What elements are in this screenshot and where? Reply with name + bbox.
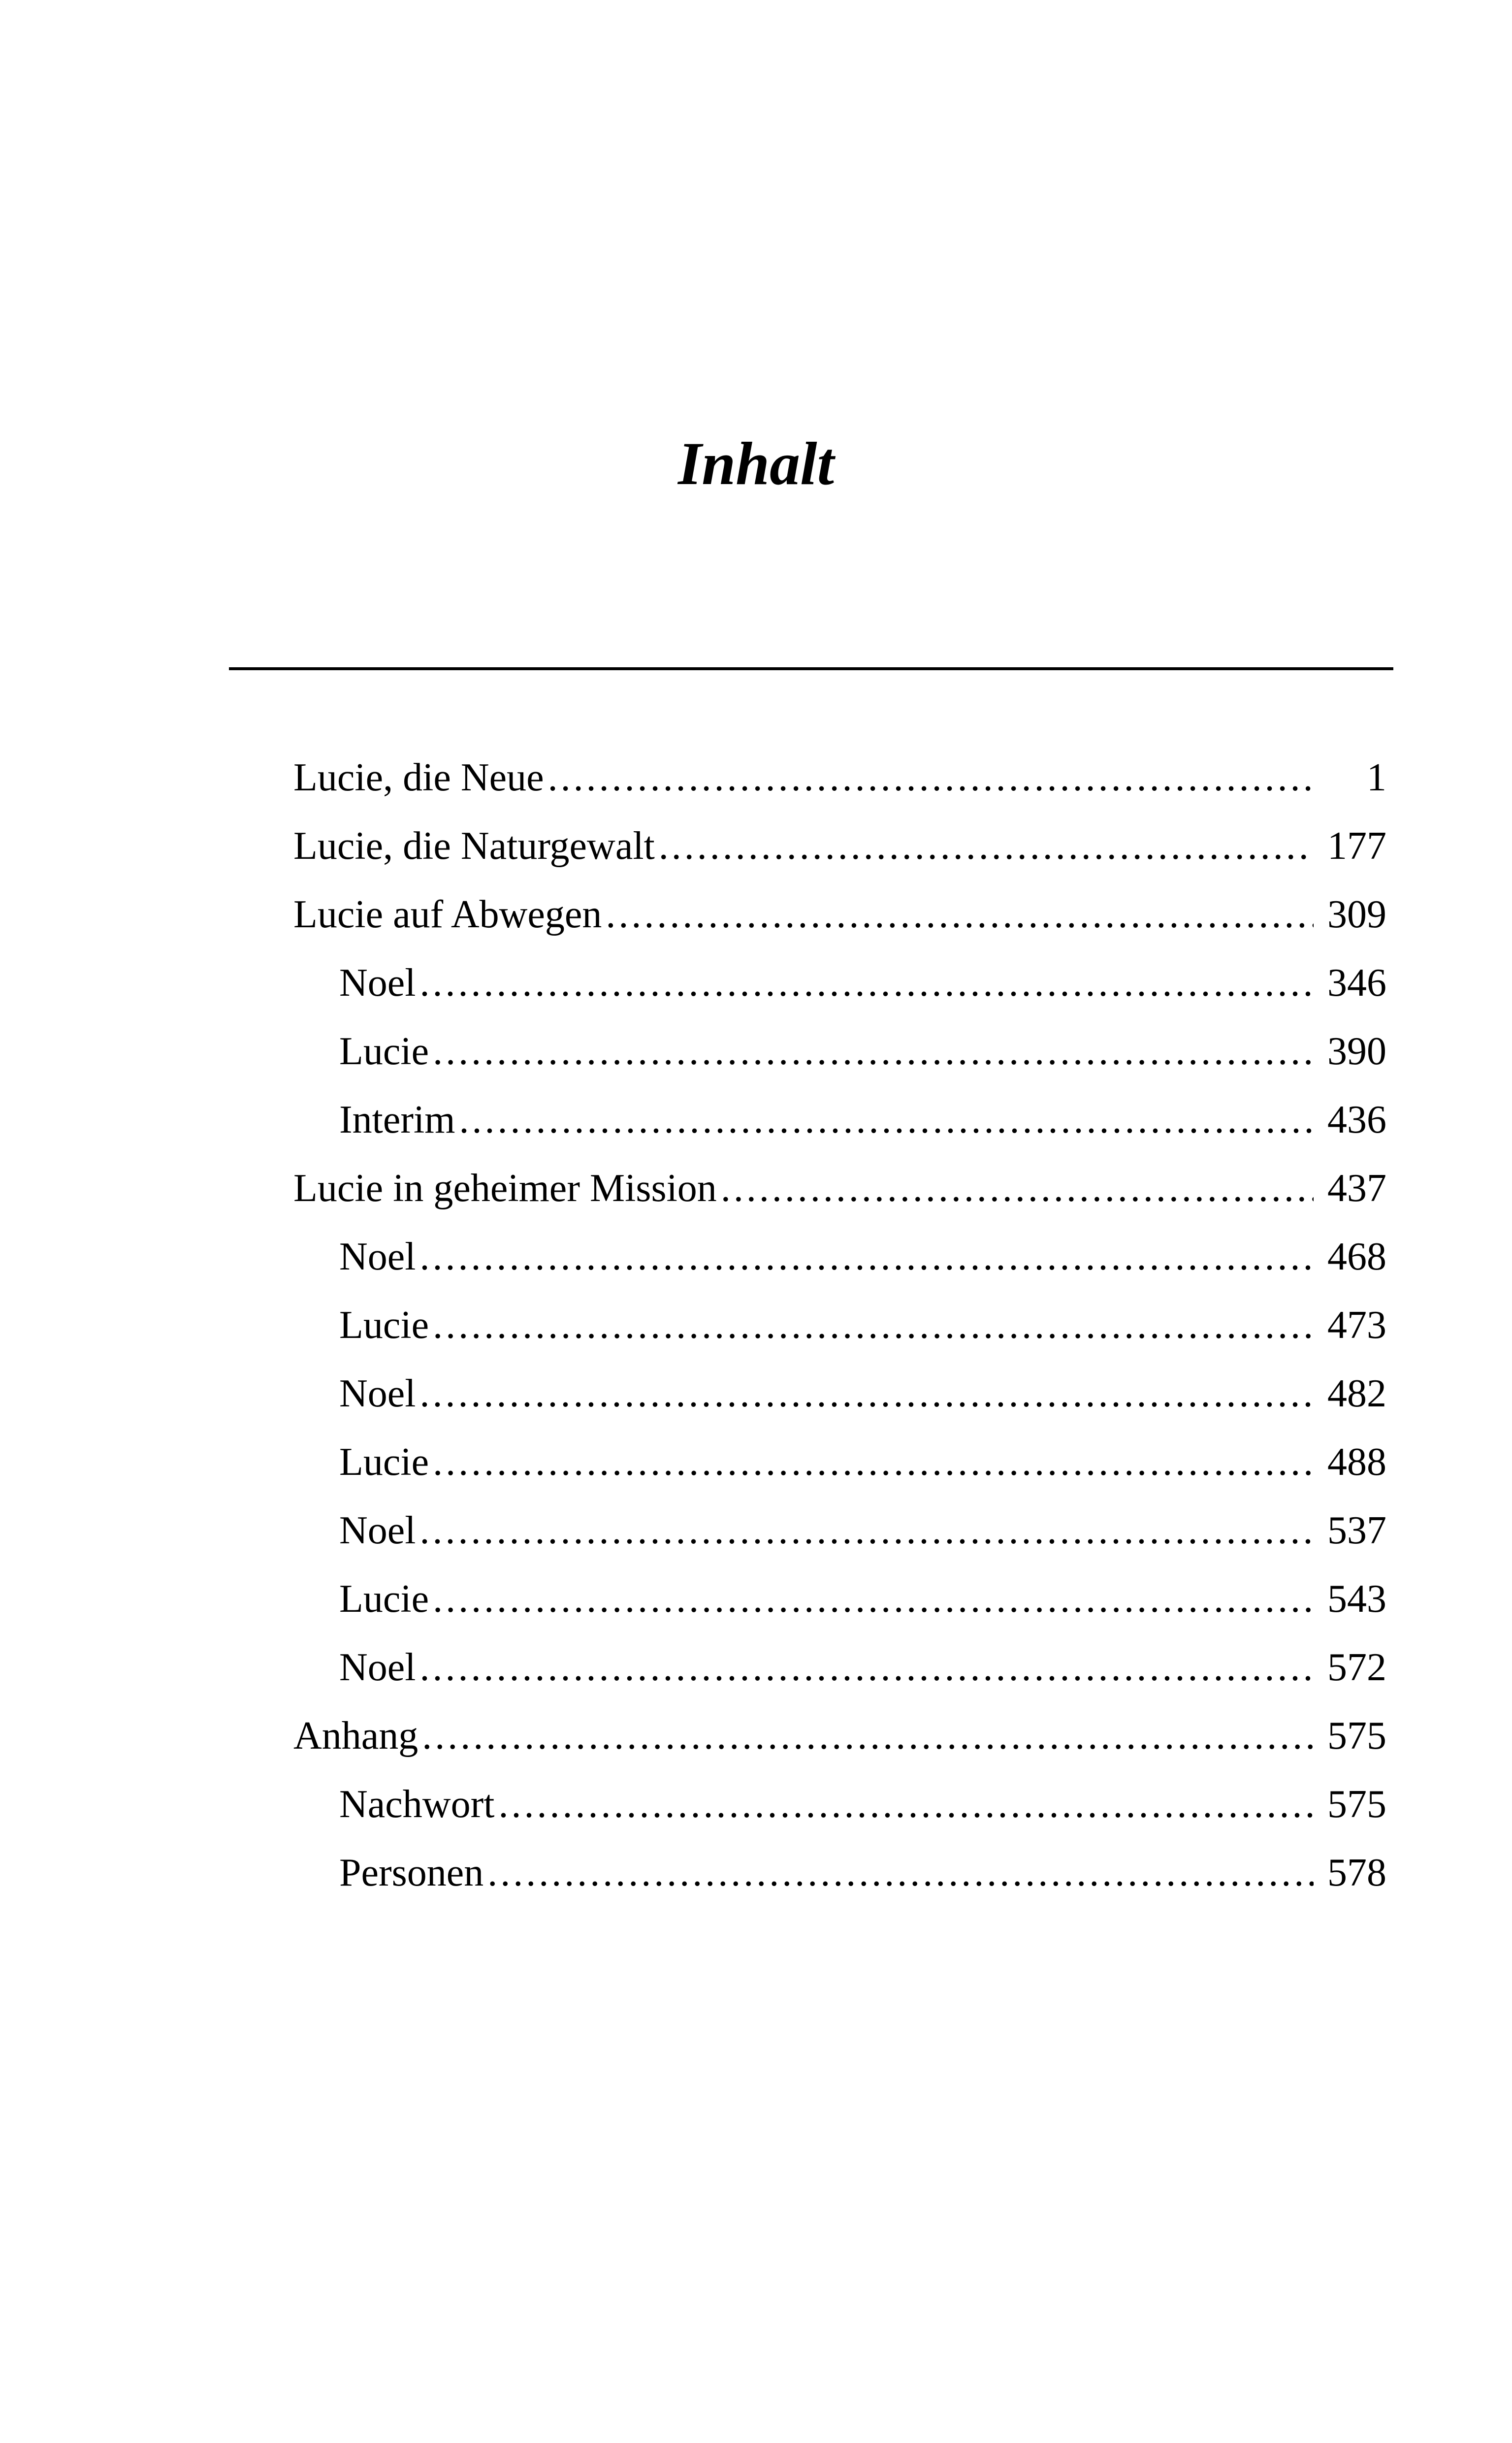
toc-entry[interactable] [293,1086,1386,1154]
table-of-contents [293,744,1386,1907]
toc-entry-label: Lucie [339,1303,429,1347]
toc-dot-leader [422,1702,1314,1770]
toc-entry-page: 346 [1327,961,1386,1005]
toc-entry-label: Noel [339,1235,416,1278]
toc-dot-leader [498,1770,1314,1839]
toc-entry-page: 390 [1327,1030,1386,1073]
toc-entry-label: Lucie in geheimer Mission [293,1167,717,1210]
toc-entry-label: Lucie, die Neue [293,756,544,799]
toc-dot-leader [433,1565,1314,1633]
toc-entry-page: 572 [1327,1646,1386,1689]
toc-entry-page: 488 [1327,1440,1386,1484]
toc-entry-label: Nachwort [339,1783,495,1826]
toc-entry-page: 575 [1327,1783,1386,1826]
toc-entry[interactable] [293,1770,1386,1839]
toc-entry[interactable] [293,1565,1386,1633]
toc-entry[interactable] [293,880,1386,949]
toc-entry-page: 468 [1327,1235,1386,1278]
toc-entry-page: 578 [1327,1851,1386,1894]
toc-entry-page: 437 [1327,1167,1386,1210]
toc-entry[interactable] [293,1360,1386,1428]
toc-dot-leader [433,1428,1314,1497]
toc-dot-leader [721,1154,1314,1223]
page-title: Inhalt [677,430,835,497]
toc-entry[interactable] [293,812,1386,880]
toc-dot-leader [420,1497,1314,1565]
toc-dot-leader [433,1291,1314,1360]
toc-dot-leader [459,1086,1314,1154]
toc-dot-leader [420,1633,1314,1702]
toc-entry-label: Personen [339,1851,484,1894]
toc-entry-label: Lucie, die Naturgewalt [293,824,655,868]
toc-entry-page: 543 [1327,1577,1386,1621]
toc-entry-label: Lucie [339,1577,429,1621]
toc-entry-label: Anhang [293,1714,418,1758]
toc-entry-page: 436 [1327,1098,1386,1141]
toc-entry-page: 537 [1327,1509,1386,1552]
toc-entry-label: Lucie auf Abwegen [293,893,602,936]
toc-entry-label: Lucie [339,1440,429,1484]
toc-entry[interactable] [293,744,1386,812]
toc-entry-label: Noel [339,1372,416,1415]
toc-entry-label: Noel [339,961,416,1005]
toc-entry-label: Interim [339,1098,455,1141]
toc-dot-leader [420,949,1314,1017]
toc-entry-page: 473 [1327,1303,1386,1347]
toc-dot-leader [606,880,1314,949]
toc-dot-leader [433,1017,1314,1086]
toc-entry-page: 1 [1367,756,1386,799]
toc-entry[interactable] [293,1428,1386,1497]
toc-entry[interactable] [293,1154,1386,1223]
toc-entry-page: 177 [1327,824,1386,868]
toc-dot-leader [548,744,1314,812]
toc-entry[interactable] [293,1497,1386,1565]
toc-entry[interactable] [293,1702,1386,1770]
toc-entry-page: 309 [1327,893,1386,936]
toc-entry[interactable] [293,1017,1386,1086]
toc-dot-leader [487,1839,1314,1907]
toc-entry[interactable] [293,1291,1386,1360]
toc-entry-label: Noel [339,1646,416,1689]
toc-entry-label: Noel [339,1509,416,1552]
toc-entry-page: 482 [1327,1372,1386,1415]
toc-dot-leader [659,812,1314,880]
toc-dot-leader [420,1360,1314,1428]
toc-entry-page: 575 [1327,1714,1386,1758]
toc-entry[interactable] [293,1633,1386,1702]
toc-entry[interactable] [293,949,1386,1017]
title-divider [229,667,1393,670]
toc-dot-leader [420,1223,1314,1291]
toc-entry[interactable] [293,1223,1386,1291]
toc-entry-label: Lucie [339,1030,429,1073]
toc-entry[interactable] [293,1839,1386,1907]
